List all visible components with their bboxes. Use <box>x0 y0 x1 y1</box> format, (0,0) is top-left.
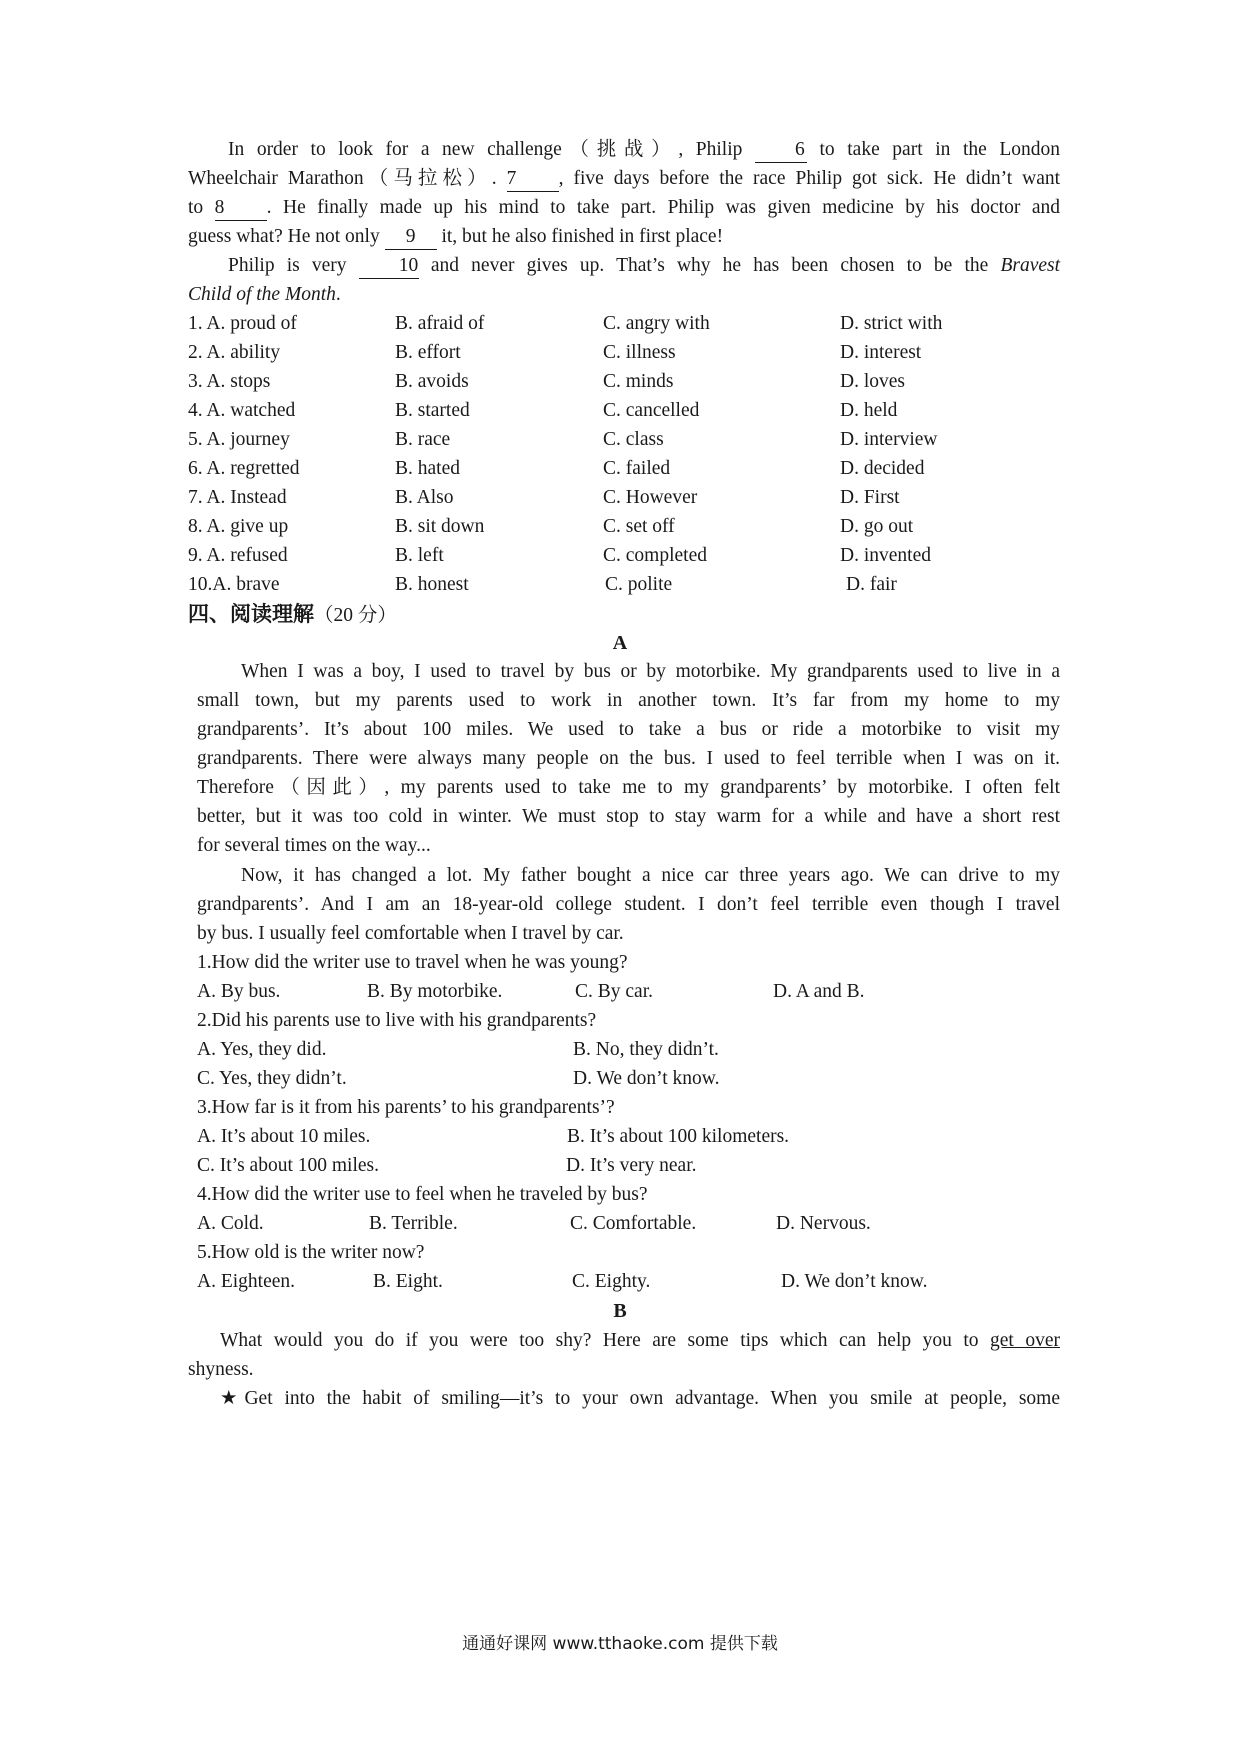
passage-b-line: What would you do if you were too shy? Here are some tips which can help you to get over <box>220 1330 1060 1351</box>
q5-option-b: B. Eight. <box>373 1271 443 1292</box>
passage-a-line: better, but it was too cold in winter. We must stop to stay warm for a while and have a short rest <box>197 806 1060 827</box>
passage-a-line: by bus. I usually feel comfortable when I travel by car. <box>197 923 624 944</box>
question-5: 5.How old is the writer now? <box>197 1242 425 1263</box>
q2-option-c: C. Yes, they didn’t. <box>197 1068 347 1089</box>
q1-option-a: A. By bus. <box>197 981 281 1002</box>
passage-a-line: grandparents’. It’s about 100 miles. We used to take a bus or ride a motorbike to visit my <box>197 719 1060 740</box>
cloze-line-6: Child of the Month. <box>188 284 341 305</box>
blank-8: 8 <box>215 196 267 221</box>
q4-option-c: C. Comfortable. <box>570 1213 697 1234</box>
question-2: 2.Did his parents use to live with his grandparents? <box>197 1010 597 1031</box>
q3-option-b: B. It’s about 100 kilometers. <box>567 1126 790 1147</box>
passage-a-line: grandparents. There were always many people on the bus. I used to feel terrible when I was on it. <box>197 748 1060 769</box>
cloze-line-4: guess what? He not only 9 it, but he also finished in first place! <box>188 221 1060 253</box>
cloze-line-2: Wheelchair Marathon（马拉松）. 7 , five days before the race Philip got sick. He didn’t want <box>188 163 1060 195</box>
passage-b-line: ★Get into the habit of smiling—it’s to your own advantage. When you smile at people, some <box>220 1388 1060 1409</box>
cloze-line-1: In order to look for a new challenge（挑战）, Philip 6 to take part in the London <box>188 134 1060 166</box>
blank-9: 9 <box>385 225 437 250</box>
question-4: 4.How did the writer use to feel when he traveled by bus? <box>197 1184 648 1205</box>
passage-a-line: small town, but my parents used to work in another town. It’s far from my home to my <box>197 690 1060 711</box>
passage-a-line: Now, it has changed a lot. My father bought a nice car three years ago. We can drive to my <box>241 865 1060 886</box>
passage-b-line: shyness. <box>188 1359 254 1380</box>
footer-credit: 通通好课网 www.tthaoke.com 提供下载 <box>462 1634 778 1654</box>
blank-6: 6 <box>755 138 807 163</box>
q1-option-c: C. By car. <box>575 981 653 1002</box>
q1-option-b: B. By motorbike. <box>367 981 503 1002</box>
passage-a-line: Therefore（因此）, my parents used to take me to my grandparents’ by motorbike. I often felt <box>197 777 1060 798</box>
cloze-line-5: Philip is very 10 and never gives up. That’s why he has been chosen to be the Bravest <box>188 250 1060 282</box>
passage-a-line: for several times on the way... <box>197 835 431 856</box>
question-1: 1.How did the writer use to travel when he was young? <box>197 952 628 973</box>
q5-option-d: D. We don’t know. <box>781 1271 928 1292</box>
q4-option-b: B. Terrible. <box>369 1213 458 1234</box>
q5-option-c: C. Eighty. <box>572 1271 651 1292</box>
passage-a-line: When I was a boy, I used to travel by bus or by motorbike. My grandparents used to live in a <box>241 661 1060 682</box>
q4-option-a: A. Cold. <box>197 1213 264 1234</box>
passage-a-line: grandparents’. And I am an 18-year-old college student. I don’t feel terrible even though I travel <box>197 894 1060 915</box>
section-heading: 四、阅读理解（20 分） <box>188 602 397 626</box>
q2-option-a: A. Yes, they did. <box>197 1039 327 1060</box>
cloze-line-3: to 8 . He finally made up his mind to take part. Philip was given medicine by his doctor and <box>188 192 1060 224</box>
blank-10: 10 <box>359 254 419 279</box>
q2-option-b: B. No, they didn’t. <box>573 1039 719 1060</box>
q1-option-d: D. A and B. <box>773 981 865 1002</box>
q5-option-a: A. Eighteen. <box>197 1271 296 1292</box>
q4-option-d: D. Nervous. <box>776 1213 871 1234</box>
q3-option-d: D. It’s very near. <box>566 1155 697 1176</box>
q3-option-a: A. It’s about 10 miles. <box>197 1126 371 1147</box>
passage-b-label: B <box>613 1300 627 1322</box>
q2-option-d: D. We don’t know. <box>573 1068 720 1089</box>
question-3: 3.How far is it from his parents’ to his grandparents’? <box>197 1097 615 1118</box>
blank-7: 7 <box>507 167 559 192</box>
passage-a-label: A <box>612 632 628 654</box>
q3-option-c: C. It’s about 100 miles. <box>197 1155 379 1176</box>
